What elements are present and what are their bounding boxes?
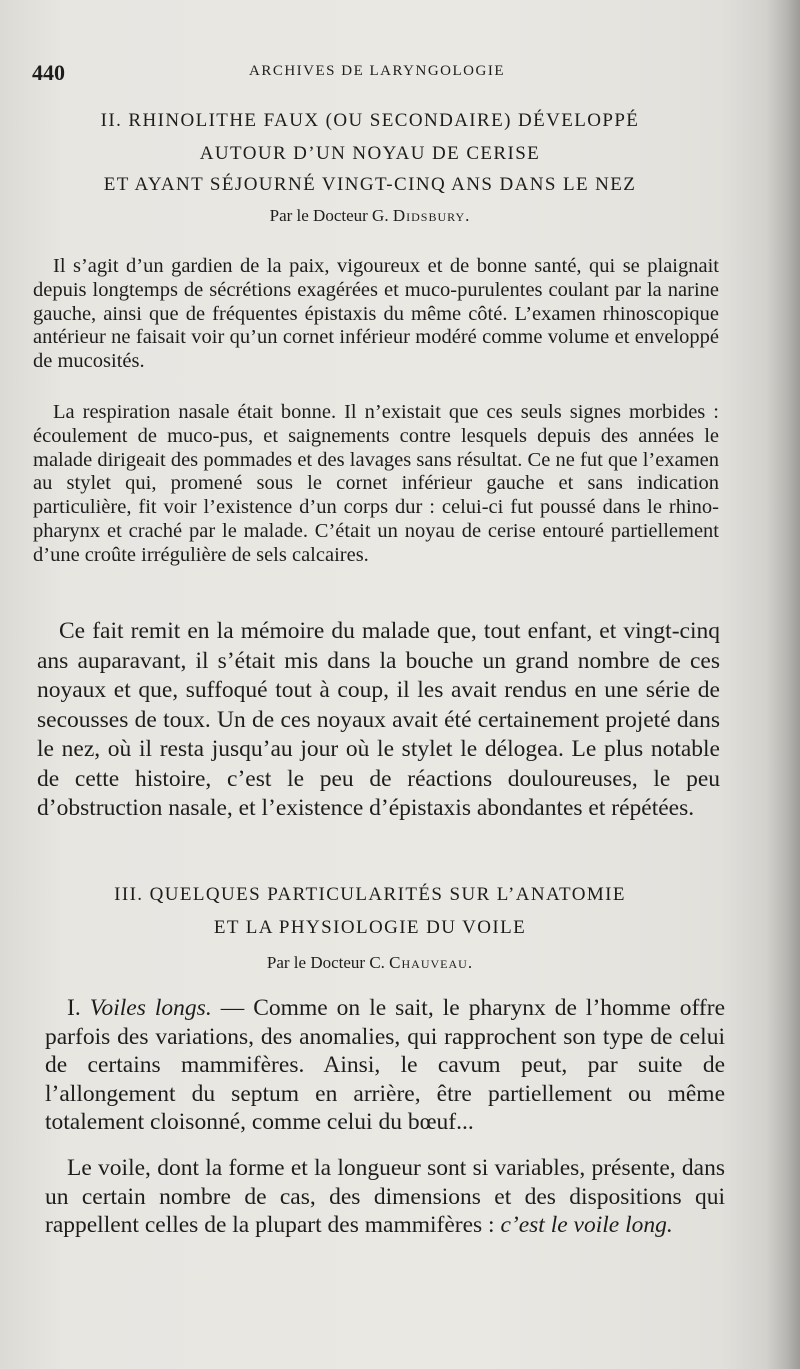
section-3-title-line-2: ET LA PHYSIOLOGIE DU VOILE [213,917,527,938]
paragraph: La respiration nasale était bonne. Il n’existait que ces seuls signes morbides : écoulement de muco-pus, et saignements contre lesquels depuis des années le malade dirigeait des pommades et des lavages sans résultat. Ce ne fut que l’examen au stylet qui, promené sous le cornet inférieur gauche et sans indication particulière, fit voir l’existence d’un corps dur : celui-ci fut poussé dans le rhino-pharynx et craché par le malade. C’était un noyau de cerise entouré partiellement d’une croûte irrégulière de sels calcaires. [33,401,719,566]
paragraph [45,1154,725,1240]
journal-title: ARCHIVES DE LARYNGOLOGIE [249,63,505,79]
author-name: Chauveau. [389,953,474,972]
subsection-number: I. [67,995,90,1021]
author-name: Didsbury. [392,206,471,225]
paragraph: Il s’agit d’un gardien de la paix, vigoureux et de bonne santé, qui se plaignait depuis longtemps de sécrétions exagérées et muco-purulentes coulant par la narine gauche, ainsi que de fréquentes épistaxis du même côté. L’examen rhinoscopique antérieur ne faisait voir qu’un cornet inférieur modéré comme volume et enveloppé de mucosités. [33,255,719,373]
italic-phrase: c’est le voile long. [500,1212,673,1239]
section-2-byline [50,206,690,226]
subsection-heading: Voiles longs. [89,995,212,1021]
section-2-title-line-2: AUTOUR D’UN NOYAU DE CERISE [199,143,541,164]
section-2-title-line-1: II. RHINOLITHE FAUX (OU SECONDAIRE) DÉVELOPPÉ [100,110,640,131]
paragraph-text: Le voile, dont la forme et la longueur sont si variables, présente, dans un certain nombre de cas, des dimensions et des dispositions qui rappellent celles de la plupart des mammifères : [45,1155,725,1239]
section-3-byline [50,953,690,973]
byline-prefix: Par le Docteur G. [269,206,393,225]
paragraph: Ce fait remit en la mémoire du malade que, tout enfant, et vingt-cinq ans auparavant, il s’était mis dans la bouche un grand nombre de ces noyaux et que, suffoqué tout à coup, il les avait rendus en une série de secousses de toux. Un de ces noyaux avait été certainement projeté dans le nez, où il resta jusqu’au jour où le stylet le délogea. Le plus notable de cette histoire, c’est le peu de réactions douloureuses, le peu d’obstruction nasale, et l’existence d’épistaxis abondantes et répétées. [37,618,720,821]
paragraph-text: — Comme on le sait, le pharynx de l’homme offre parfois des variations, des anomalies, qui rapprochent son type de celui de certains mammifères. Ainsi, le cavum peut, par suite de l’allongement du septum en arrière, être partiellement ou même totalement cloisonné, comme celui du bœuf... [45,995,726,1136]
running-header [32,60,722,86]
section-3-title-line-1: III. QUELQUES PARTICULARITÉS SUR L’ANATOMIE [114,884,626,905]
byline-prefix: Par le Docteur C. [266,953,390,972]
section-2-title-line-3: ET AYANT SÉJOURNÉ VINGT-CINQ ANS DANS LE NEZ [103,174,637,195]
page-number: 440 [32,60,65,85]
page-gutter-shadow [766,0,800,1369]
paragraph [45,994,725,1137]
